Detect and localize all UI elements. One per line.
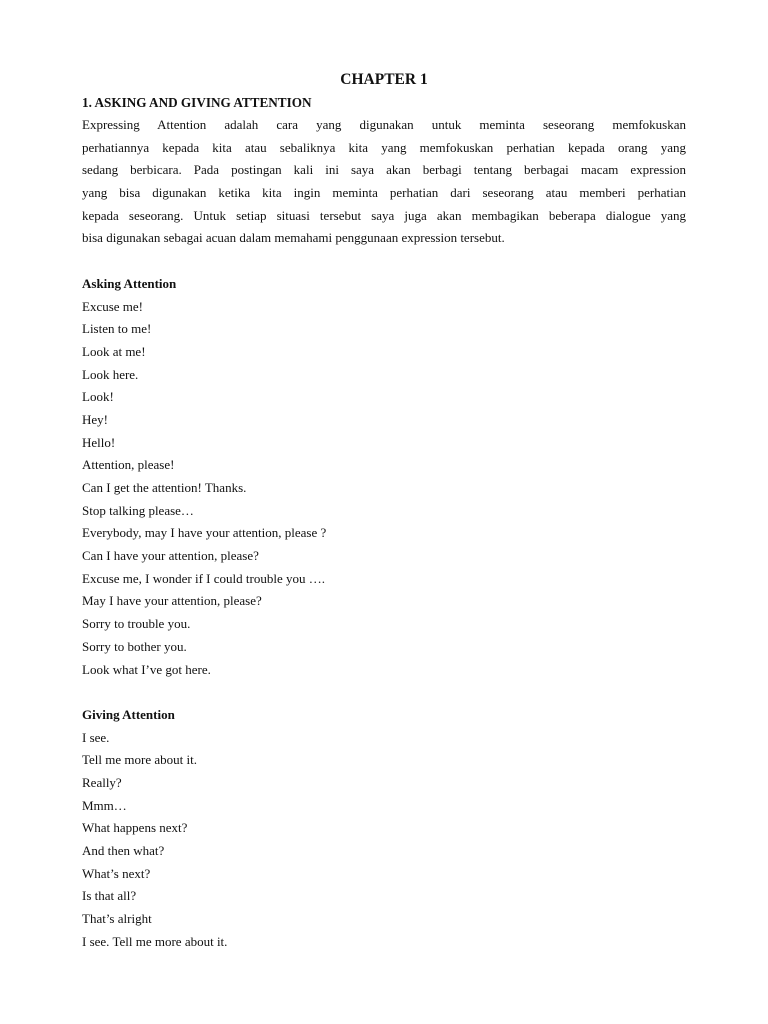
list-item: Look at me! bbox=[82, 343, 146, 359]
list-item: What’s next? bbox=[82, 865, 151, 881]
list-item: Excuse me! bbox=[82, 298, 144, 314]
chapter-title: CHAPTER 1 bbox=[340, 71, 428, 88]
list-item: That’s alright bbox=[82, 911, 152, 927]
list-item: Listen to me! bbox=[82, 321, 152, 337]
list-item: Hello! bbox=[82, 434, 116, 450]
document-page bbox=[82, 68, 686, 953]
spacer bbox=[82, 681, 686, 704]
list-item: Mmm… bbox=[82, 797, 127, 813]
giving-attention-list bbox=[82, 727, 686, 954]
asking-attention-list bbox=[82, 296, 686, 682]
intro-line: bisa digunakan sebagai acuan dalam memahami penggunaan expression tersebut. bbox=[82, 230, 505, 246]
list-item: May I have your attention, please? bbox=[82, 593, 262, 609]
list-item: Sorry to trouble you. bbox=[82, 616, 191, 632]
list-item: Attention, please! bbox=[82, 457, 175, 473]
list-item: Is that all? bbox=[82, 888, 137, 904]
intro-paragraph bbox=[82, 114, 686, 250]
list-item: Look! bbox=[82, 389, 114, 405]
list-item: Hey! bbox=[82, 411, 108, 427]
intro-line: perhatiannya kepada kita atau sebaliknya kita yang memfokuskan perhatian kepada orang yang bbox=[82, 139, 686, 155]
list-item: Can I get the attention! Thanks. bbox=[82, 480, 247, 495]
list-item: Excuse me, I wonder if I could trouble you …. bbox=[82, 570, 325, 586]
list-item: Stop talking please… bbox=[82, 502, 194, 518]
intro-line: Expressing Attention adalah cara yang digunakan untuk meminta seseorang memfokuskan bbox=[82, 117, 686, 132]
list-item: Can I have your attention, please? bbox=[82, 548, 259, 564]
intro-line: yang bisa digunakan ketika kita ingin meminta perhatian dari seseorang atau memberi perhatian bbox=[82, 185, 686, 201]
giving-attention-heading: Giving Attention bbox=[82, 706, 175, 722]
list-item: I see. bbox=[82, 729, 110, 745]
list-item: Look here. bbox=[82, 366, 139, 382]
list-item: And then what? bbox=[82, 843, 165, 858]
list-item: What happens next? bbox=[82, 820, 188, 836]
spacer bbox=[82, 250, 686, 273]
asking-attention-heading: Asking Attention bbox=[82, 275, 177, 291]
list-item: Really? bbox=[82, 774, 122, 790]
intro-line: sedang berbicara. Pada postingan kali ini saya akan berbagi tentang berbagai macam expression bbox=[82, 162, 686, 178]
list-item: Sorry to bother you. bbox=[82, 638, 187, 654]
list-item: Tell me more about it. bbox=[82, 752, 197, 768]
list-item: Everybody, may I have your attention, please ? bbox=[82, 525, 327, 541]
list-item: Look what I’ve got here. bbox=[82, 661, 211, 677]
list-item: I see. Tell me more about it. bbox=[82, 933, 228, 949]
intro-line: kepada seseorang. Untuk setiap situasi tersebut saya juga akan membagikan beberapa dialogue yang bbox=[82, 207, 686, 223]
section-heading: 1. ASKING AND GIVING ATTENTION bbox=[82, 95, 312, 110]
